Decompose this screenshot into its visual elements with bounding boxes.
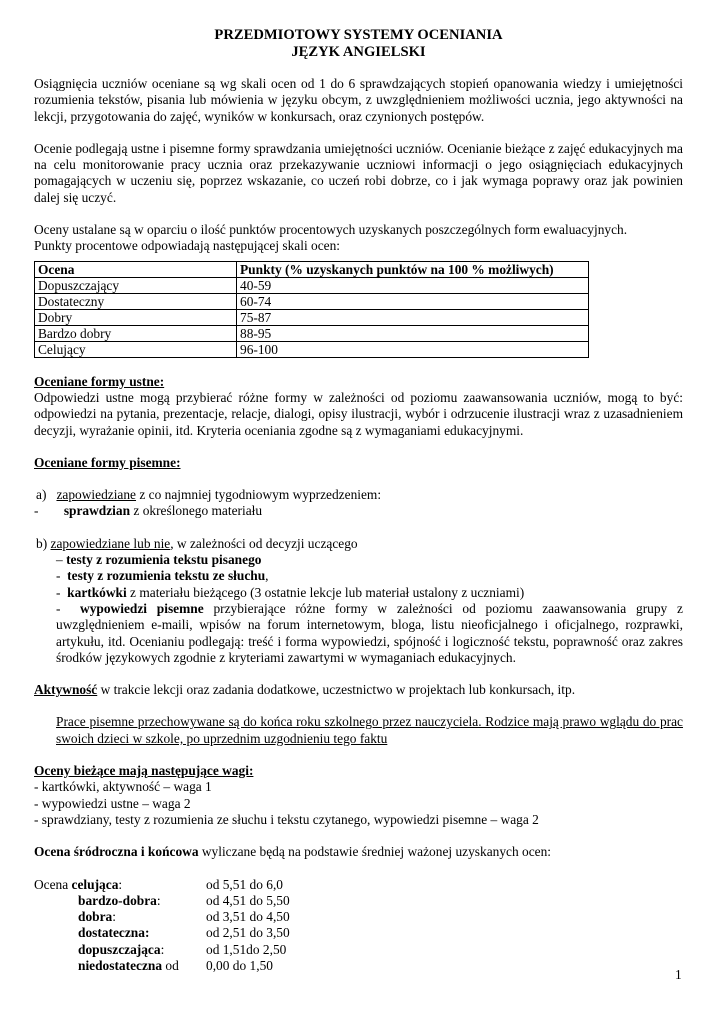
activity-bold: Aktywność [34, 682, 98, 698]
item-a1-rest: z określonego materiału [130, 503, 263, 519]
item-b3-dash: - [56, 584, 61, 600]
grade-range: od 1,51do 2,50 [206, 941, 287, 957]
grade-label: dopuszczająca [78, 941, 161, 957]
table-row [35, 277, 589, 293]
storage-note: Prace pisemne przechowywane są do końca roku szkolnego przez nauczyciela. Rodzice mają prawo wglądu do prac swoich dzieci w szkole, po uprzednim uzgodnieniu tego faktu [56, 714, 683, 746]
grade-row [34, 877, 683, 893]
grade-row [34, 925, 683, 941]
grade-label: celująca [71, 876, 119, 892]
item-a-rest: z co najmniej tygodniowym wyprzedzeniem: [136, 487, 382, 503]
written-item-b2 [34, 568, 683, 584]
grade-range: od 4,51 do 5,50 [206, 892, 290, 908]
item-a1-dash: - [34, 503, 39, 519]
table-cell: 96-100 [237, 341, 589, 357]
grade-row [34, 909, 683, 925]
item-b2-dash: - [56, 568, 61, 584]
table-row [35, 341, 589, 357]
grade-suffix: od [162, 957, 179, 973]
table-cell: 40-59 [237, 277, 589, 293]
grade-suffix: : [156, 892, 161, 908]
table-cell: Celujący [35, 341, 237, 357]
table-cell: 75-87 [237, 309, 589, 325]
final-grade-paragraph [34, 844, 683, 860]
item-b4-dash: - [56, 600, 61, 616]
table-header-cell: Ocena [35, 261, 237, 277]
weight-item: - kartkówki, aktywność – waga 1 [34, 779, 212, 795]
table-row [35, 293, 589, 309]
table-header-row [35, 261, 589, 277]
oral-forms-heading: Oceniane formy ustne: [34, 373, 165, 389]
item-b1-bold: testy z rozumienia tekstu pisanego [66, 552, 262, 568]
intro-paragraph-3b: Punkty procentowe odpowiadają następującej skali ocen: [34, 238, 341, 254]
table-cell: Dostateczny [35, 293, 237, 309]
page-number: 1 [675, 967, 682, 982]
grade-range: od 2,51 do 3,50 [206, 925, 290, 941]
intro-paragraph-3a: Oceny ustalane są w oparciu o ilość punktów procentowych uzyskanych poszczególnych form ewaluacyjnych. [34, 222, 628, 238]
table-row [35, 325, 589, 341]
final-grade-thresholds [34, 877, 683, 975]
grade-prefix: Ocena [34, 876, 72, 892]
item-b2-rest: , [265, 568, 269, 584]
grade-label: bardzo-dobra [78, 892, 157, 908]
written-forms-heading: Oceniane formy pisemne: [34, 454, 181, 470]
title-line-2: JĘZYK ANGIELSKI [291, 44, 426, 60]
grade-suffix: : [118, 876, 123, 892]
written-item-a1 [34, 503, 683, 519]
item-a1-bold: sprawdzian [63, 503, 131, 519]
grade-range: od 3,51 do 4,50 [206, 909, 290, 925]
grade-suffix: : [160, 941, 165, 957]
written-item-b [34, 536, 683, 552]
item-b-rest: , w zależności od decyzji uczącego [170, 535, 358, 551]
item-a-underlined: zapowiedziane [56, 487, 137, 503]
item-b2-bold: testy z rozumienia tekstu ze słuchu [67, 568, 266, 584]
written-item-a [34, 487, 683, 503]
grade-label: dostateczna: [78, 925, 150, 941]
item-b3-bold: kartkówki [67, 584, 127, 600]
item-b1-dash: – [56, 552, 63, 568]
oral-forms-text: Odpowiedzi ustne mogą przybierać różne formy w zależności od poziomu zaawansowania uczniów, mogą to być: odpowiedzi na pytania, prezentacje, relacje, dialogi, opisy ilustracji, wybór i odrzucenie ilustracji wraz z uzasadnieniem decyzji, wyrażanie opinii, itd. Kryteria oceniania zgodne są z wymaganiami edukacyjnymi. [34, 389, 683, 438]
grade-range: 0,00 do 1,50 [206, 957, 273, 973]
table-cell: Dopuszczający [35, 277, 237, 293]
grade-row [34, 958, 683, 974]
grade-label: niedostateczna [78, 957, 163, 973]
document-page [34, 27, 683, 974]
written-item-b1 [34, 552, 683, 568]
grade-label: dobra [78, 909, 113, 925]
table-row [35, 309, 589, 325]
weight-item: - wypowiedzi ustne – waga 2 [34, 795, 191, 811]
written-item-b4 [34, 601, 683, 666]
item-b4-bold: wypowiedzi pisemne [80, 600, 204, 616]
grading-scale-table [34, 261, 589, 358]
grade-row [34, 942, 683, 958]
item-b-prefix: b) [36, 535, 48, 551]
final-rest: wyliczane będą na podstawie średniej ważonej uzyskanych ocen: [198, 844, 552, 860]
table-cell: 88-95 [237, 325, 589, 341]
intro-paragraph-2: Ocenie podlegają ustne i pisemne formy sprawdzania umiejętności uczniów. Ocenianie bieżące z zajęć edukacyjnych ma na celu monitorowanie pracy ucznia oraz przekazywanie uczniowi informacji o jego osiągnięciach edukacyjnych pomagających w uczeniu się, poprzez wskazanie, co uczeń robi dobrze, co i jak wymaga poprawy oraz jak powinien dalej się uczyć. [34, 140, 683, 205]
written-item-b3 [34, 585, 683, 601]
grade-suffix: : [112, 909, 116, 925]
intro-paragraph-1: Osiągnięcia uczniów oceniane są wg skali ocen od 1 do 6 sprawdzających stopień opanowania wiedzy i umiejętności rozumienia tekstów, pisania lub mówienia w języku obcym, z uwzględnieniem możliwości ucznia, jego aktywności na lekcji, przygotowania do zajęć, wyników w konkursach, oraz czynionych postępów. [34, 76, 683, 124]
title-line-1: PRZEDMIOTOWY SYSTEMY OCENIANIA [214, 27, 503, 43]
activity-paragraph [34, 682, 683, 698]
table-cell: Dobry [35, 309, 237, 325]
item-b4-rest: przybierające różne formy w zależności od poziomu zaawansowania grupy z uwzględnieniem e-maili, wpisów na forum internetowym, bloga, listu nieoficjalnego i oficjalnego, rozprawki, artykułu, itd. Ocenianiu podlegają: treść i forma wypowiedzi, spójność i logiczność tekstu, poprawność oraz zakres środków językowych zgodnie z kryteriami zawartymi w wymaganiach edukacyjnych. [56, 600, 683, 665]
item-b3-rest: z materiału bieżącego (3 ostatnie lekcje lub materiał ustalony z uczniami) [126, 584, 525, 600]
activity-rest: w trakcie lekcji oraz zadania dodatkowe, uczestnictwo w projektach lub konkursach, itp. [97, 682, 576, 698]
table-header-cell: Punkty (% uzyskanych punktów na 100 % możliwych) [237, 261, 589, 277]
grade-row [34, 893, 683, 909]
weight-item: - sprawdziany, testy z rozumienia ze słuchu i tekstu czytanego, wypowiedzi pisemne – waga 2 [34, 811, 539, 827]
grade-range: od 5,51 do 6,0 [206, 876, 283, 892]
item-b-underlined: zapowiedziane lub nie [50, 535, 171, 551]
item-a-prefix: a) [36, 487, 47, 503]
table-cell: Bardzo dobry [35, 325, 237, 341]
weights-heading: Oceny bieżące mają następujące wagi: [34, 763, 254, 779]
final-bold: Ocena śródroczna i końcowa [34, 844, 199, 860]
table-cell: 60-74 [237, 293, 589, 309]
